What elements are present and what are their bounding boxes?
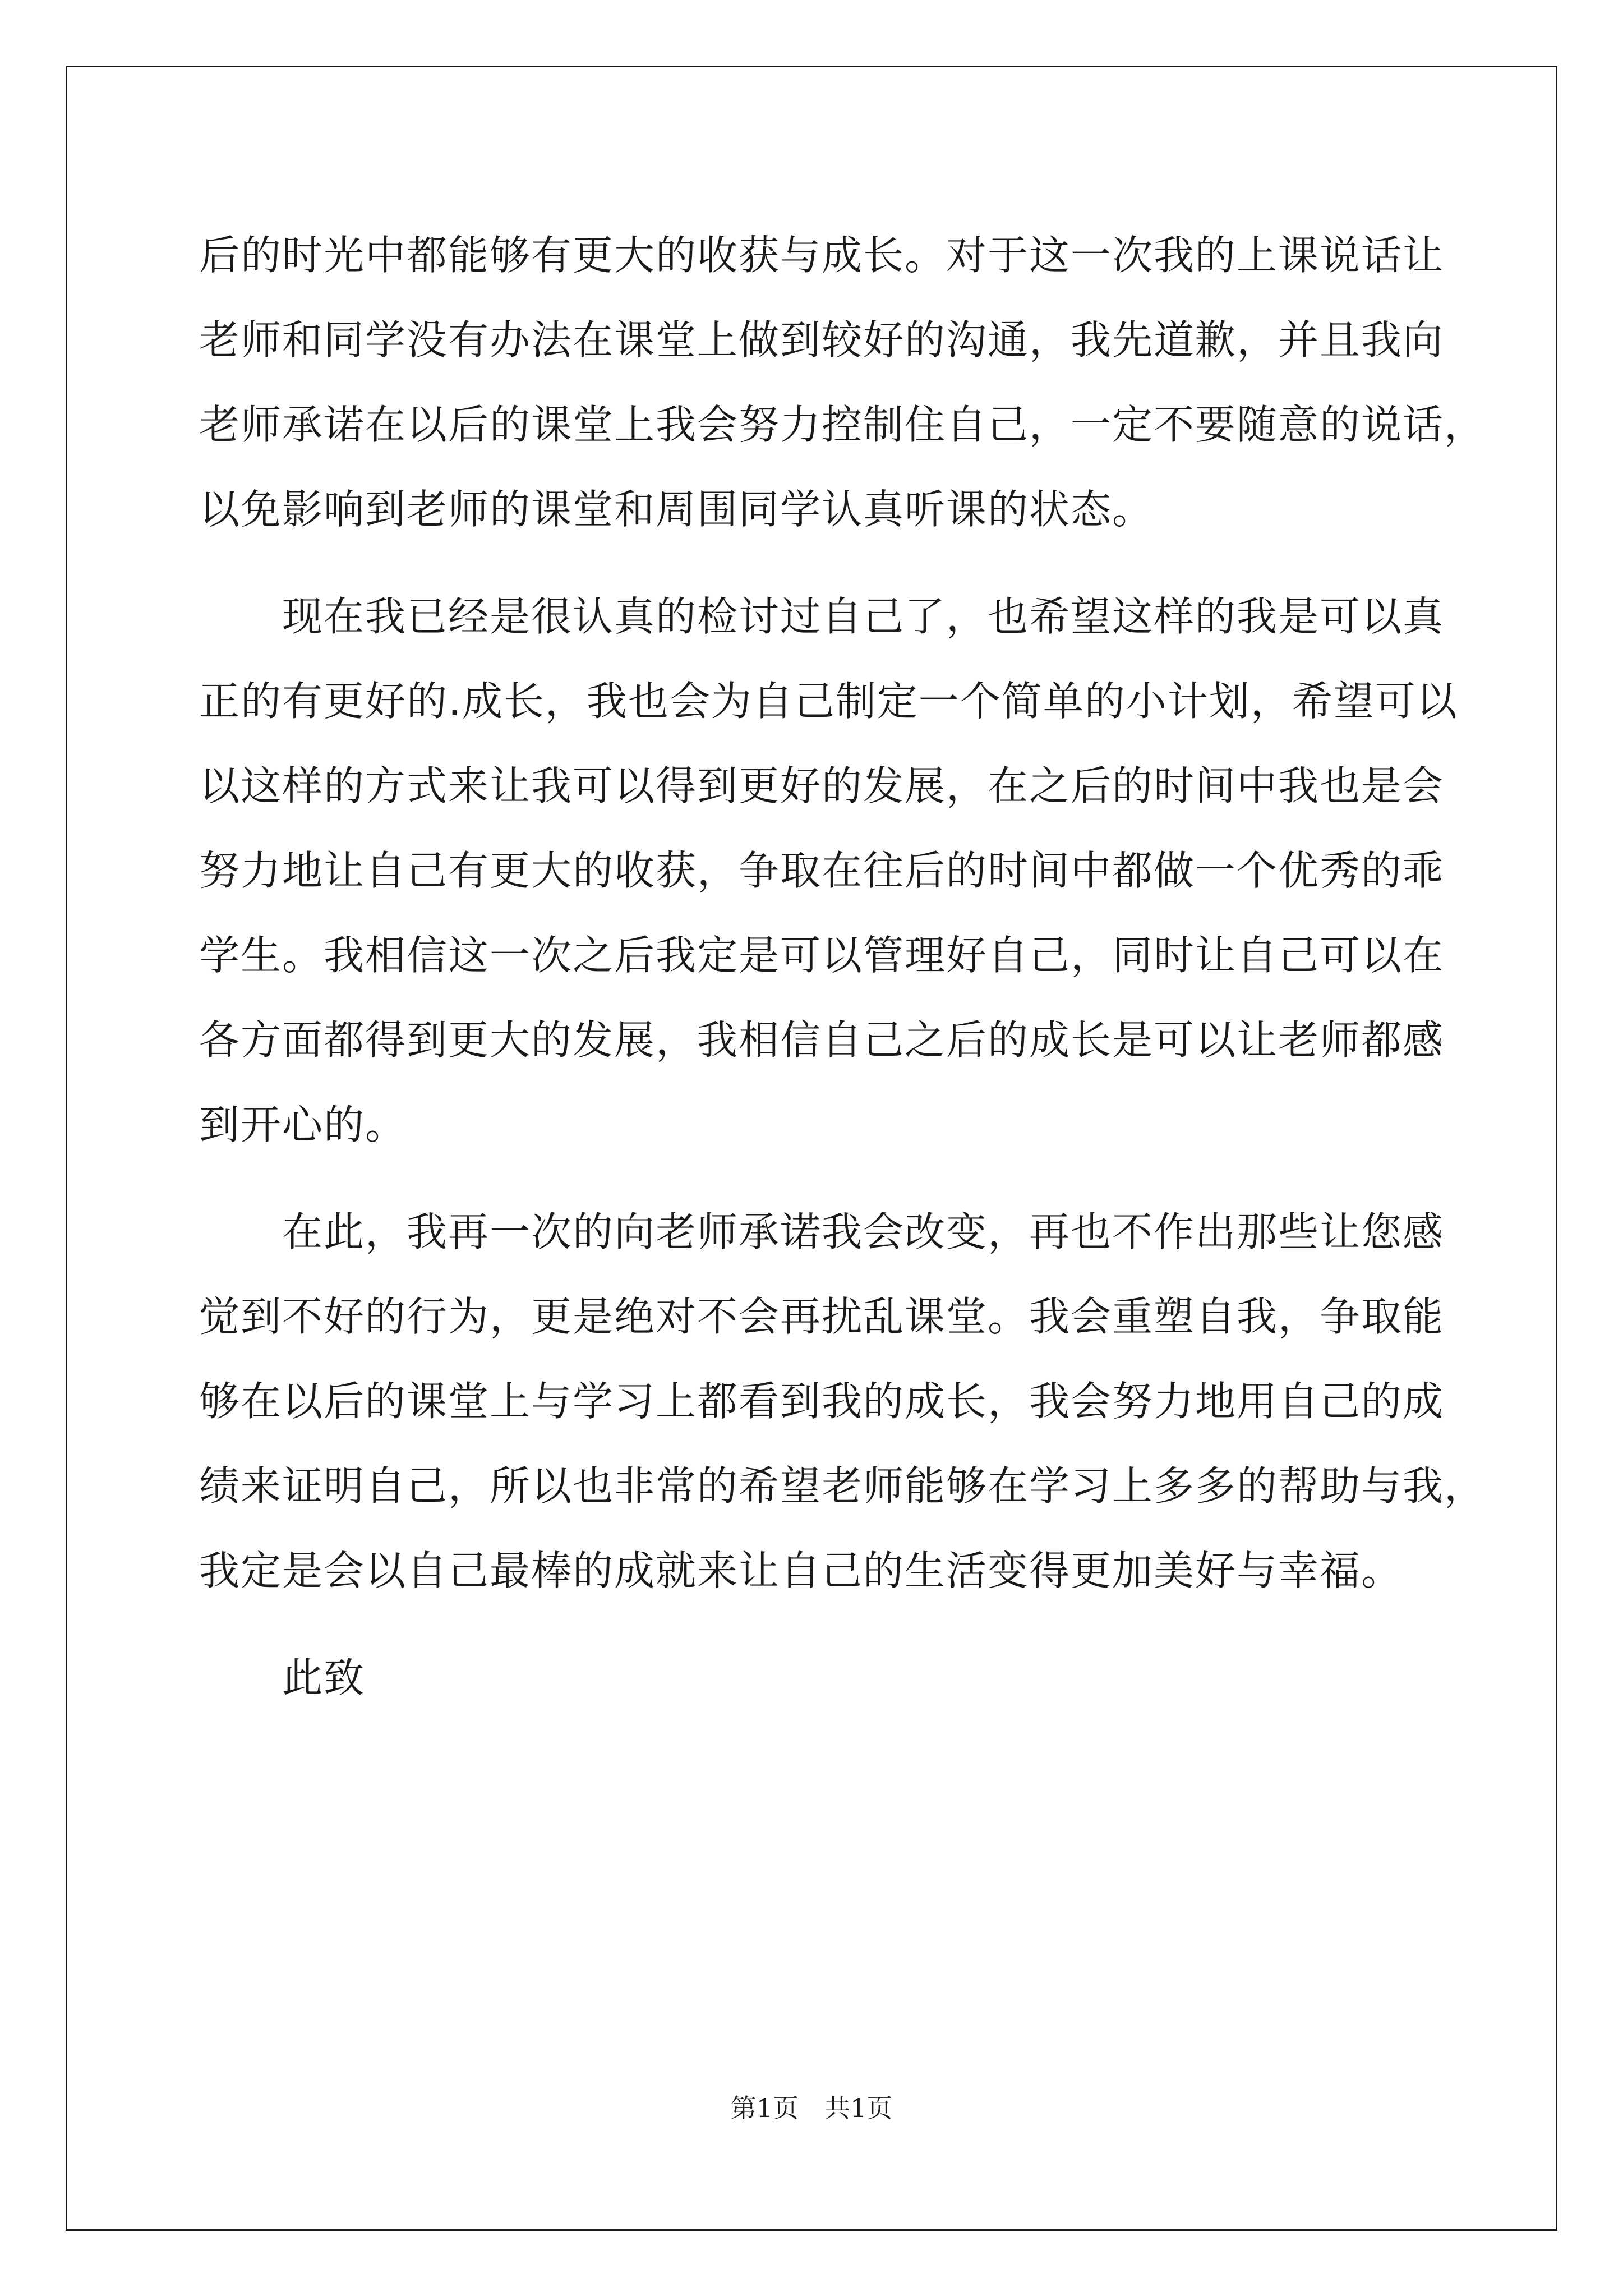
paragraph-2 (199, 574, 1458, 1167)
text-line: 后的时光中都能够有更大的收获与成长。对于这一次我的上课说话让 (199, 232, 1445, 279)
text-line: 努力地让自己有更大的收获，争取在往后的时间中都做一个优秀的乖 (199, 847, 1445, 894)
text-line: 我定是会以自己最棒的成就来让自己的生活变得更加美好与幸福。 (199, 1547, 1403, 1594)
document-body (199, 213, 1486, 1720)
page-number-footer: 第1页 共1页 (730, 2093, 893, 2123)
text-line: 老师和同学没有办法在课堂上做到较好的沟通，我先道歉，并且我向 (199, 316, 1445, 364)
text-line: 各方面都得到更大的发展，我相信自己之后的成长是可以让老师都感 (199, 1016, 1445, 1064)
text-line: 此致 (199, 1654, 366, 1701)
text-line: 绩来证明自己，所以也非常的希望老师能够在学习上多多的帮助与我， (199, 1462, 1486, 1510)
text-line: 学生。我相信这一次之后我定是可以管理好自己，同时让自己可以在 (199, 932, 1445, 979)
text-line: 正的有更好的.成长，我也会为自己制定一个简单的小计划，希望可以 (199, 678, 1458, 725)
text-line: 在此，我再一次的向老师承诺我会改变，再也不作出那些让您感 (199, 1208, 1445, 1255)
text-line: 以这样的方式来让我可以得到更好的发展，在之后的时间中我也是会 (199, 762, 1445, 809)
paragraph-3 (199, 1190, 1486, 1613)
closing-salutation (199, 1636, 1455, 1720)
text-line: 到开心的。 (199, 1101, 407, 1148)
text-line: 老师承诺在以后的课堂上我会努力控制住自己，一定不要随意的说话， (199, 401, 1486, 448)
paragraph-1 (199, 213, 1486, 552)
text-line: 够在以后的课堂上与学习上都看到我的成长，我会努力地用自己的成 (199, 1378, 1445, 1425)
text-line: 觉到不好的行为，更是绝对不会再扰乱课堂。我会重塑自我，争取能 (199, 1293, 1445, 1340)
text-line: 以免影响到老师的课堂和周围同学认真听课的状态。 (199, 486, 1154, 533)
text-line: 现在我已经是很认真的检讨过自己了，也希望这样的我是可以真 (199, 593, 1445, 640)
